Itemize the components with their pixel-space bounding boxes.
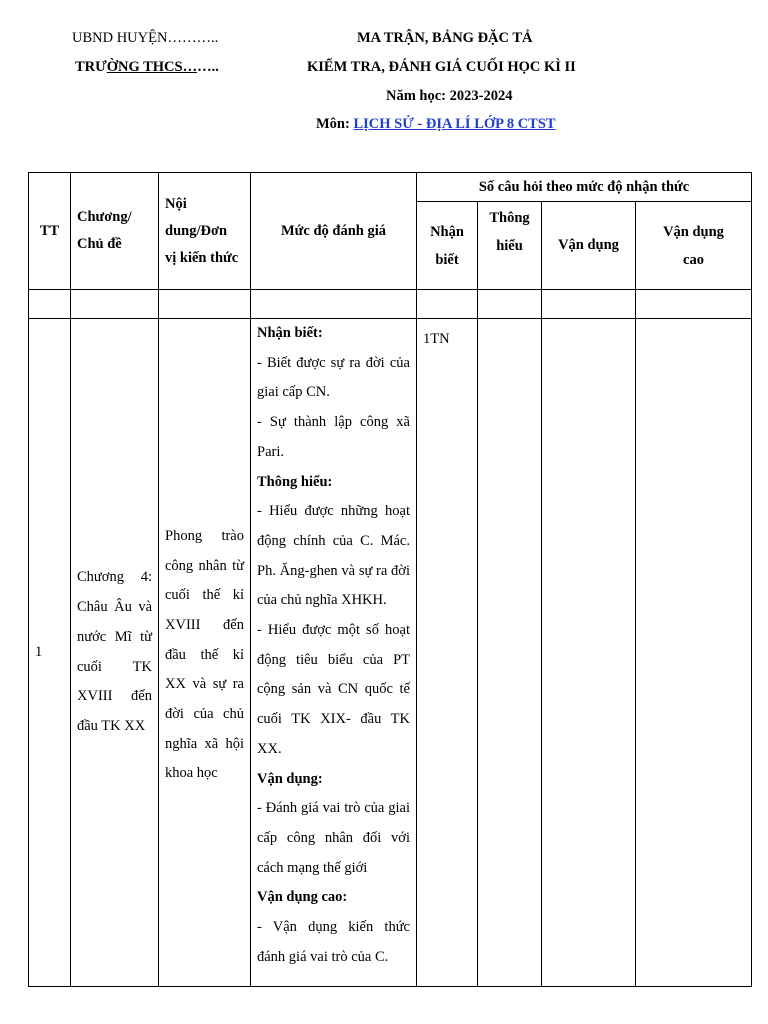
col-header-recognize-line2: biết — [435, 251, 459, 268]
row-tt: 1 — [29, 319, 71, 987]
doc-title: MA TRẬN, BẢNG ĐẶC TẢ — [357, 30, 533, 46]
eval-heading-understand: Thông hiểu: — [257, 473, 333, 490]
header-row-1 — [29, 173, 752, 202]
col-header-tt: TT — [29, 173, 71, 290]
school-label — [75, 57, 219, 77]
subject-label: Môn: — [316, 116, 354, 132]
table-row — [29, 319, 752, 987]
col-header-question-group: Số câu hỏi theo mức độ nhận thức — [417, 173, 752, 202]
empty-cell — [542, 290, 636, 319]
row-content: Phong trào công nhân từ cuối thế kỉ XVIII đến đầu thế kỉ XX và sự ra đời của chủ nghĩa xã hội khoa học — [159, 319, 251, 987]
col-header-content-line3: vị kiến thức — [165, 249, 239, 266]
col-header-understand-line2: hiểu — [496, 238, 523, 254]
empty-cell — [636, 290, 752, 319]
empty-cell — [478, 290, 542, 319]
school-label-prefix: TRƯ — [75, 59, 107, 75]
subject-value: LỊCH SỬ - ĐỊA LÍ LỚP 8 CTST — [353, 116, 556, 132]
district-label: UBND HUYỆN……….. — [72, 30, 219, 46]
col-header-understand — [478, 202, 542, 290]
school-label-suffix: ….. — [197, 59, 219, 75]
col-header-understand-line1: Thông — [489, 210, 530, 226]
eval-item: - Hiểu được những hoạt động chính của C. Mác. Ph. Ăng-ghen và sự ra đời của chủ nghĩa XHKH. — [257, 503, 410, 609]
empty-cell — [251, 290, 417, 319]
doc-subtitle: KIỂM TRA, ĐÁNH GIÁ CUỐI HỌC KÌ II — [307, 59, 576, 75]
eval-heading-recognize: Nhận biết: — [257, 325, 323, 341]
empty-cell — [159, 290, 251, 319]
row-understand-count — [478, 319, 542, 987]
assessment-matrix-table — [28, 172, 752, 987]
eval-item: - Hiểu được một số hoạt động tiêu biểu của PT cộng sản và CN quốc tế cuối TK XIX- đầu TK XX. — [257, 622, 410, 757]
row-apply-count — [542, 319, 636, 987]
eval-item: - Vận dụng kiến thức đánh giá vai trò của C. — [257, 919, 410, 965]
col-header-recognize — [417, 202, 478, 290]
row-chapter: Chương 4: Châu Âu và nước Mĩ từ cuối TK XVIII đến đầu TK XX — [71, 319, 159, 987]
school-label-underlined: ỜNG THCS… — [106, 59, 198, 75]
eval-item: - Sự thành lập công xã Pari. — [257, 414, 410, 460]
empty-row — [29, 290, 752, 319]
col-header-apply: Vận dụng — [542, 202, 636, 290]
col-header-content-line2: dung/Đơn — [165, 222, 228, 239]
col-header-level: Mức độ đánh giá — [251, 173, 417, 290]
row-evaluation — [251, 319, 417, 987]
col-header-chapter-line1: Chương/ — [77, 209, 132, 225]
col-header-content — [159, 173, 251, 290]
empty-cell — [417, 290, 478, 319]
row-apply-high-count — [636, 319, 752, 987]
eval-heading-apply: Vận dụng: — [257, 770, 323, 787]
col-header-apply-high — [636, 202, 752, 290]
col-header-chapter — [71, 173, 159, 290]
eval-heading-apply-high: Vận dụng cao: — [257, 889, 348, 906]
col-header-apply-high-line1: Vận dụng — [663, 223, 724, 240]
empty-cell — [71, 290, 159, 319]
col-header-chapter-line2: Chủ đề — [77, 236, 122, 252]
empty-cell — [29, 290, 71, 319]
eval-item: - Biết được sự ra đời của giai cấp CN. — [257, 354, 410, 401]
school-year: Năm học: 2023-2024 — [386, 88, 513, 104]
col-header-apply-high-line2: cao — [683, 251, 704, 268]
row-recognize-count: 1TN — [417, 319, 478, 987]
col-header-recognize-line1: Nhận — [430, 223, 464, 240]
eval-item: - Đánh giá vai trò của giai cấp công nhân đối với cách mạng thế giới — [257, 800, 410, 876]
subject-line — [316, 114, 556, 134]
col-header-content-line1: Nội — [165, 195, 187, 212]
